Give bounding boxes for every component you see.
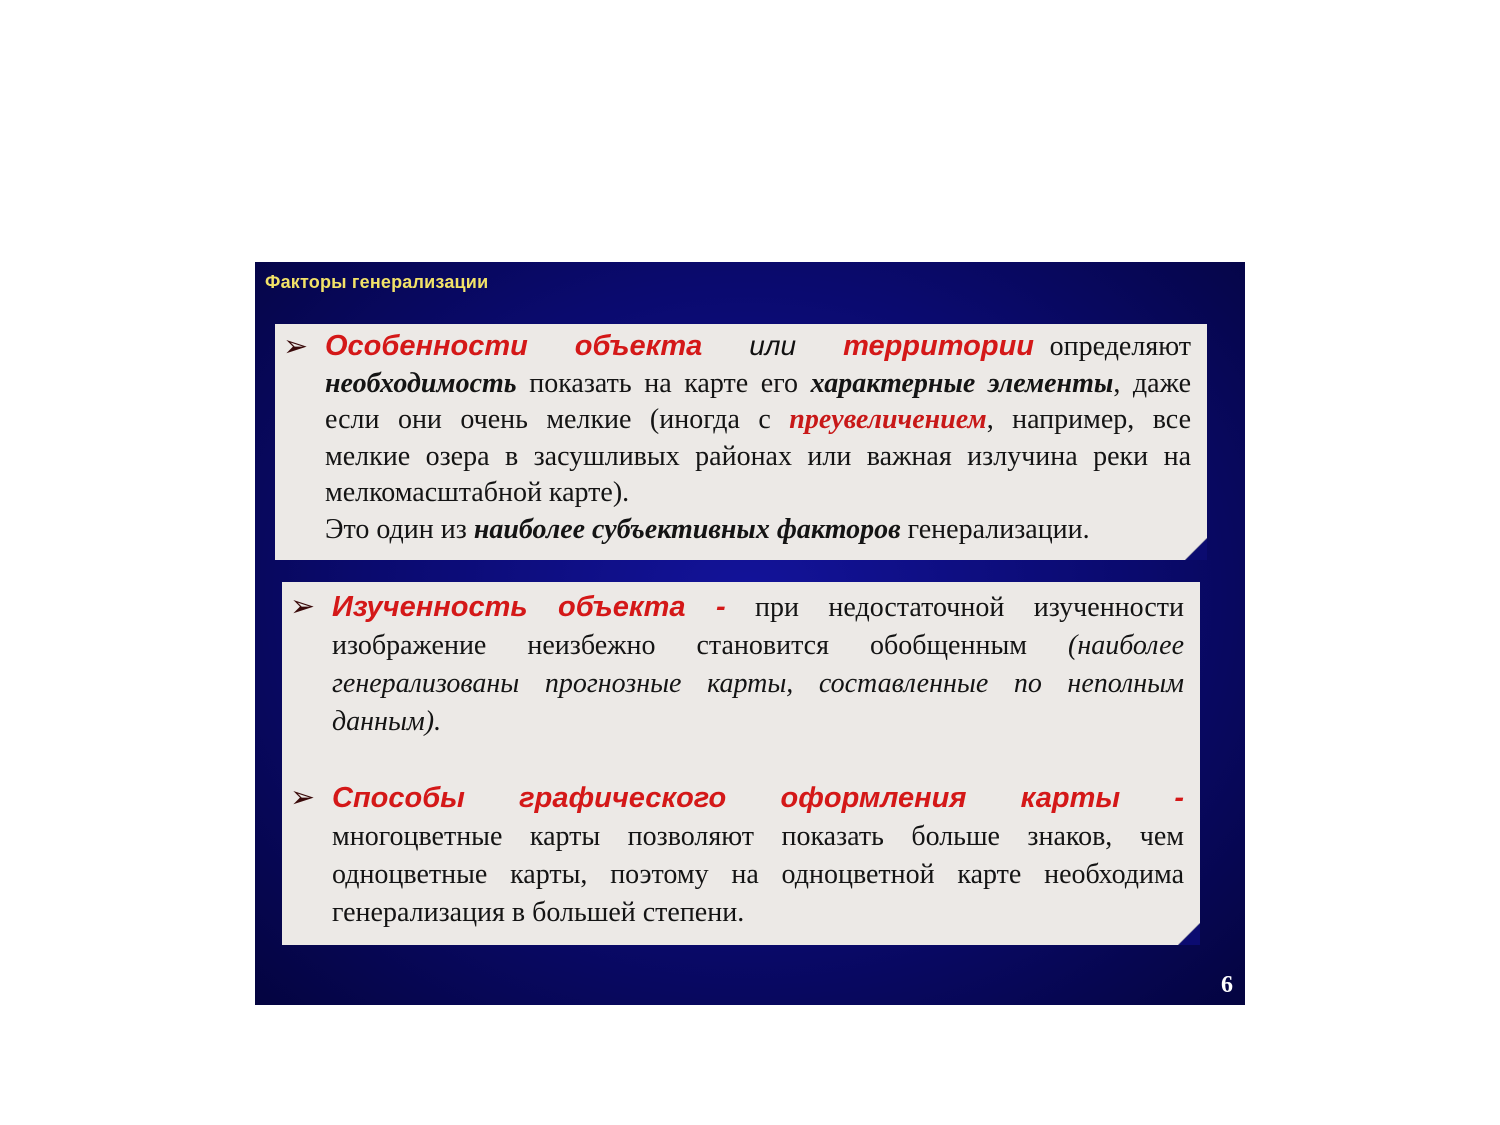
text-run: Это один из bbox=[325, 513, 474, 545]
factor-item-2-text bbox=[332, 588, 1184, 741]
emphasis-red: преувеличением bbox=[789, 404, 987, 435]
connector-word: или bbox=[749, 330, 797, 361]
page-curl-icon bbox=[1178, 923, 1200, 945]
page-curl-icon bbox=[1185, 538, 1207, 560]
keyword: Способы графического оформления карты - bbox=[332, 782, 1184, 814]
text-run: определяют bbox=[1034, 331, 1191, 362]
factor-item-3 bbox=[290, 779, 1184, 932]
factor-item-1 bbox=[283, 328, 1192, 548]
text-run: , даже если они очень мелкие (иногда с bbox=[325, 367, 1192, 435]
keyword: объекта bbox=[574, 330, 703, 362]
factor-card-1 bbox=[275, 324, 1207, 560]
text-run: при недостаточной изученности изображение неизбежно становится обобщенным bbox=[332, 592, 1185, 661]
factor-card-2 bbox=[282, 582, 1200, 945]
page-number: 6 bbox=[1221, 972, 1233, 998]
arrowhead-bullet-icon: ➢ bbox=[290, 780, 316, 815]
factor-item-1-text bbox=[325, 328, 1191, 512]
slide bbox=[255, 262, 1245, 1005]
text-run: генерализации. bbox=[900, 513, 1090, 545]
factor-item-1-note bbox=[325, 512, 1191, 549]
arrowhead-bullet-icon: ➢ bbox=[290, 589, 316, 624]
keyword: Изученность объекта - bbox=[332, 591, 726, 623]
keyword: Особенности bbox=[325, 330, 528, 362]
emphasis: необходимость bbox=[325, 367, 517, 399]
slide-title: Факторы генерализации bbox=[265, 272, 489, 292]
emphasis: наиболее субъективных факторов bbox=[473, 513, 901, 545]
text-run: показать на карте его bbox=[516, 367, 811, 399]
arrowhead-bullet-icon: ➢ bbox=[283, 329, 309, 364]
emphasis: характерные элементы bbox=[810, 367, 1114, 399]
keyword: территории bbox=[843, 330, 1034, 362]
factor-item-2 bbox=[290, 588, 1185, 741]
italic-note: (наиболее генерализованы прогнозные карты, составленные по неполным данным). bbox=[332, 630, 1184, 737]
text-run: многоцветные карты позволяют показать больше знаков, чем одноцветные карты, поэтому на одноцветной карте необходима генерализация в большей степени. bbox=[332, 821, 1184, 928]
text-run: , например, все мелкие озера в засушливых районах или важная излучина реки на мелкомасштабной карте). bbox=[325, 404, 1191, 508]
factor-item-3-text bbox=[332, 779, 1184, 932]
